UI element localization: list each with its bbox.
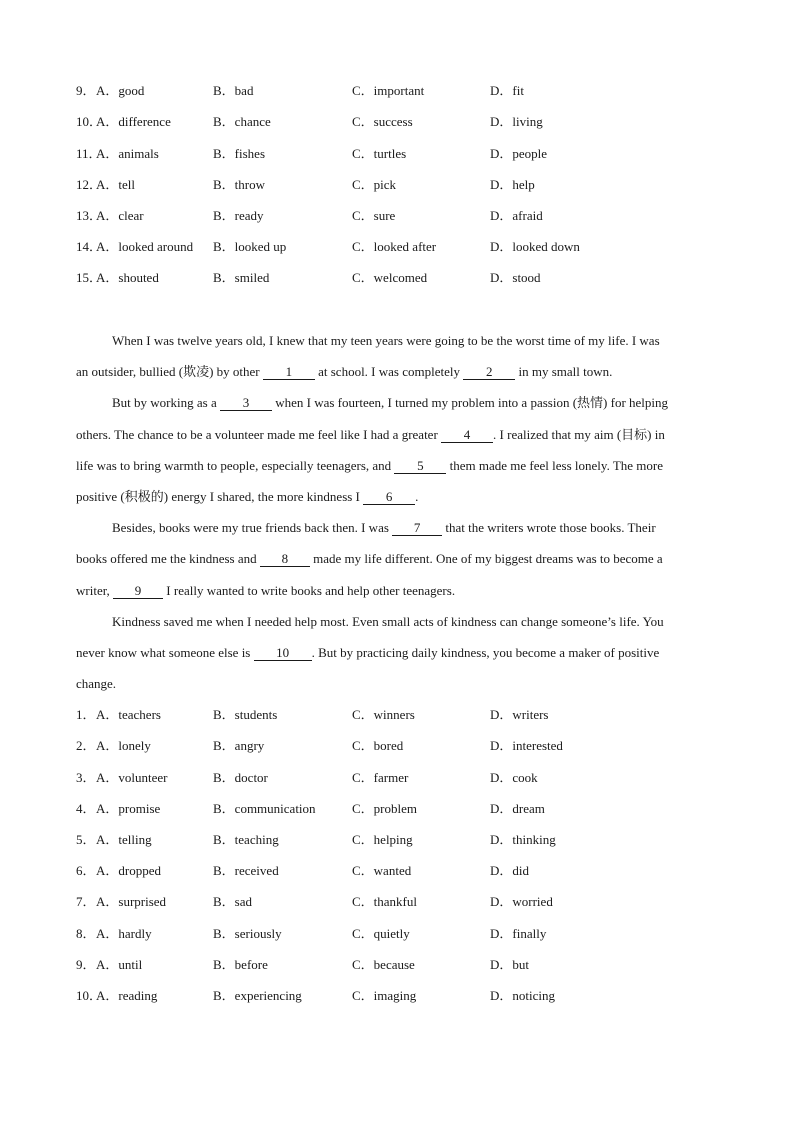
option-c: C．success bbox=[352, 114, 413, 129]
option-a: A．dropped bbox=[96, 863, 161, 878]
option-b: B．experiencing bbox=[213, 988, 302, 1003]
passage-text: But by working as a bbox=[112, 395, 217, 411]
option-c: C．thankful bbox=[352, 894, 417, 909]
passage-text: When I was twelve years old, I knew that my teen years were going to be the worst time of my life. I was bbox=[112, 333, 660, 348]
option-c: C．winners bbox=[352, 707, 415, 722]
option-d: D．finally bbox=[490, 926, 547, 941]
question-number: 9． bbox=[76, 957, 96, 972]
option-a: A．lonely bbox=[96, 738, 151, 753]
question-number: 11． bbox=[76, 146, 102, 161]
answer-blank-8[interactable]: 8 bbox=[260, 552, 310, 567]
question-number: 6． bbox=[76, 863, 96, 878]
option-d: D．dream bbox=[490, 801, 545, 816]
option-a: A．volunteer bbox=[96, 770, 168, 785]
option-c: C．looked after bbox=[352, 239, 437, 254]
passage-text: Besides, books were my true friends back then. I was bbox=[112, 520, 389, 536]
question-number: 9． bbox=[76, 83, 96, 98]
option-a: A．telling bbox=[96, 832, 152, 847]
option-c: C．sure bbox=[352, 208, 396, 223]
option-b: B．before bbox=[213, 957, 268, 972]
passage-text: life was to bring warmth to people, especially teenagers, and bbox=[76, 457, 392, 473]
option-a: A．tell bbox=[96, 177, 135, 192]
option-b: B．received bbox=[213, 863, 279, 878]
option-b: B．fishes bbox=[213, 146, 266, 161]
option-b: B．doctor bbox=[213, 770, 268, 785]
passage-line bbox=[76, 642, 716, 673]
option-d: D．afraid bbox=[490, 208, 543, 223]
question-number: 3． bbox=[76, 770, 96, 785]
question-number: 10． bbox=[76, 114, 103, 129]
option-a: A．animals bbox=[96, 146, 159, 161]
answer-blank-6[interactable]: 6 bbox=[363, 490, 415, 505]
passage-text: in my small town. bbox=[518, 364, 613, 380]
passage-text: made my life different. One of my biggest dreams was to become a bbox=[313, 551, 663, 567]
option-b: B．ready bbox=[213, 208, 264, 223]
passage-text: . I realized that my aim (目标) in bbox=[493, 426, 665, 442]
option-a: A．shouted bbox=[96, 270, 159, 285]
option-a: A．clear bbox=[96, 208, 144, 223]
option-d: D．writers bbox=[490, 707, 549, 722]
passage-text: at school. I was completely bbox=[318, 364, 460, 380]
option-a: A．hardly bbox=[96, 926, 152, 941]
answer-blank-3[interactable]: 3 bbox=[220, 396, 272, 411]
option-c: C．farmer bbox=[352, 770, 409, 785]
option-c: C．quietly bbox=[352, 926, 410, 941]
option-c: C．pick bbox=[352, 177, 397, 192]
question-number: 7． bbox=[76, 894, 96, 909]
option-a: A．good bbox=[96, 83, 145, 98]
passage-line bbox=[76, 517, 716, 548]
passage-line bbox=[76, 455, 716, 486]
passage-text: when I was fourteen, I turned my problem into a passion (热情) for helping bbox=[275, 395, 669, 411]
passage-text: others. The chance to be a volunteer made me feel like I had a greater bbox=[76, 426, 438, 442]
question-number: 5． bbox=[76, 832, 96, 847]
answer-blank-7[interactable]: 7 bbox=[392, 521, 442, 536]
question-number: 2． bbox=[76, 738, 96, 753]
question-number: 10． bbox=[76, 988, 103, 1003]
option-b: B．seriously bbox=[213, 926, 282, 941]
option-a: A．until bbox=[96, 957, 143, 972]
option-b: B．chance bbox=[213, 114, 271, 129]
passage-text: . bbox=[415, 488, 419, 504]
option-d: D．help bbox=[490, 177, 535, 192]
option-b: B．smiled bbox=[213, 270, 270, 285]
question-number: 12． bbox=[76, 177, 103, 192]
option-c: C．welcomed bbox=[352, 270, 428, 285]
option-d: D．but bbox=[490, 957, 530, 972]
option-a: A．reading bbox=[96, 988, 158, 1003]
passage-line bbox=[76, 392, 716, 423]
option-b: B．students bbox=[213, 707, 278, 722]
passage-line bbox=[76, 424, 716, 455]
passage-line bbox=[76, 673, 716, 704]
passage-text: books offered me the kindness and bbox=[76, 551, 257, 567]
question-number: 15． bbox=[76, 270, 103, 285]
option-a: A．promise bbox=[96, 801, 161, 816]
option-c: C．because bbox=[352, 957, 415, 972]
option-c: C．bored bbox=[352, 738, 404, 753]
option-a: A．difference bbox=[96, 114, 171, 129]
option-d: D．interested bbox=[490, 738, 563, 753]
option-d: D．fit bbox=[490, 83, 524, 98]
option-b: B．bad bbox=[213, 83, 254, 98]
option-b: B．looked up bbox=[213, 239, 287, 254]
question-number: 13． bbox=[76, 208, 103, 223]
question-number: 14． bbox=[76, 239, 103, 254]
passage-line bbox=[76, 580, 716, 611]
question-number: 4． bbox=[76, 801, 96, 816]
option-d: D．cook bbox=[490, 770, 538, 785]
answer-blank-5[interactable]: 5 bbox=[394, 459, 446, 474]
option-d: D．worried bbox=[490, 894, 553, 909]
passage-line bbox=[76, 548, 716, 579]
option-d: D．looked down bbox=[490, 239, 580, 254]
passage-line bbox=[76, 330, 716, 361]
passage-text: them made me feel less lonely. The more bbox=[449, 457, 664, 473]
question-number: 1． bbox=[76, 707, 96, 722]
option-a: A．surprised bbox=[96, 894, 167, 909]
cloze-passage bbox=[76, 330, 716, 704]
option-c: C．important bbox=[352, 83, 425, 98]
option-d: D．thinking bbox=[490, 832, 556, 847]
option-b: B．sad bbox=[213, 894, 253, 909]
passage-text: I really wanted to write books and help other teenagers. bbox=[166, 582, 456, 598]
option-d: D．people bbox=[490, 146, 548, 161]
passage-text: writer, bbox=[76, 582, 110, 598]
passage-line bbox=[76, 611, 716, 642]
option-c: C．problem bbox=[352, 801, 417, 816]
answer-blank-1[interactable]: 1 bbox=[263, 365, 315, 380]
question-number: 8． bbox=[76, 926, 96, 941]
answer-blank-10[interactable]: 10 bbox=[254, 646, 312, 661]
option-d: D．stood bbox=[490, 270, 541, 285]
passage-text: Kindness saved me when I needed help most. Even small acts of kindness can change someone’s life. You bbox=[112, 613, 664, 629]
option-b: B．communication bbox=[213, 801, 316, 816]
option-d: D．did bbox=[490, 863, 530, 878]
passage-line bbox=[76, 486, 716, 517]
answer-blank-9[interactable]: 9 bbox=[113, 584, 163, 599]
option-b: B．angry bbox=[213, 738, 265, 753]
passage-text: positive (积极的) energy I shared, the more kindness I bbox=[76, 488, 360, 504]
answer-blank-4[interactable]: 4 bbox=[441, 428, 493, 443]
passage-text: . But by practicing daily kindness, you become a maker of positive bbox=[311, 644, 660, 660]
option-a: A．looked around bbox=[96, 239, 194, 254]
option-b: B．throw bbox=[213, 177, 266, 192]
option-d: D．living bbox=[490, 114, 543, 129]
option-c: C．helping bbox=[352, 832, 413, 847]
passage-text: never know what someone else is bbox=[76, 644, 251, 660]
answer-blank-2[interactable]: 2 bbox=[463, 365, 515, 380]
option-c: C．imaging bbox=[352, 988, 417, 1003]
option-d: D．noticing bbox=[490, 988, 555, 1003]
option-c: C．turtles bbox=[352, 146, 407, 161]
option-a: A．teachers bbox=[96, 707, 161, 722]
option-c: C．wanted bbox=[352, 863, 412, 878]
option-b: B．teaching bbox=[213, 832, 279, 847]
passage-text: change. bbox=[76, 676, 117, 692]
passage-text: an outsider, bullied (欺凌) by other bbox=[76, 364, 260, 380]
passage-line bbox=[76, 361, 716, 392]
passage-text: that the writers wrote those books. Their bbox=[445, 520, 656, 536]
